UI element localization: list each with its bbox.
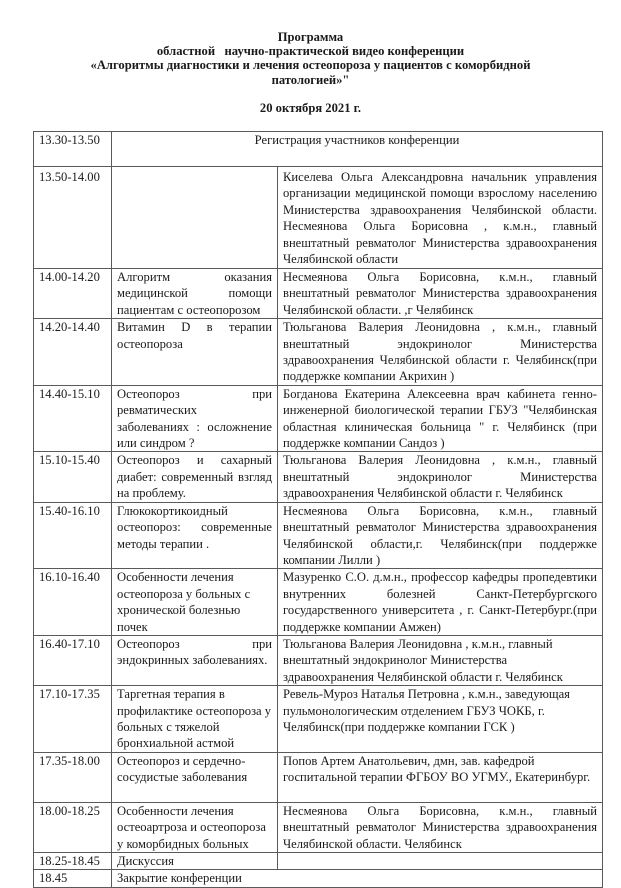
speaker-cell: Несмеянова Ольга Борисовна, к.м.н., главный внештатный ревматолог Министерства здравоохранения Челябинской области. ,г Челябинск — [278, 269, 603, 319]
time-cell: 18.00-18.25 — [34, 802, 112, 852]
schedule-row — [34, 802, 603, 852]
schedule-row — [34, 635, 603, 685]
topic-cell: Остеопороз при ревматических заболеваниях : осложнение или синдром ? — [112, 385, 278, 452]
time-cell: 13.30-13.50 — [34, 132, 112, 167]
speaker-cell: Тюльганова Валерия Леонидовна , к.м.н., главный внештатный эндокринолог Министерства здравоохранения Челябинской области г. Челябинск — [278, 452, 603, 502]
schedule-row — [34, 452, 603, 502]
schedule-row — [34, 269, 603, 319]
schedule-row — [34, 167, 603, 269]
speaker-cell — [278, 853, 603, 870]
topic-cell: Глюкокортикоидный остеопороз: современные методы терапии . — [112, 502, 278, 569]
closing-cell: Закрытие конференции — [112, 870, 603, 887]
speaker-cell: Несмеянова Ольга Борисовна, к.м.н., главный внештатный ревматолог Министерства здравоохранения Челябинской области,г. Челябинск(при поддержке компании Лилли ) — [278, 502, 603, 569]
schedule-row — [34, 385, 603, 452]
schedule-row — [34, 853, 603, 870]
topic-cell: Остеопороз и сахарный диабет: современный взгляд на проблему. — [112, 452, 278, 502]
conference-subtitle: областной научно-практической видео конференции — [156, 44, 465, 59]
schedule-row — [34, 870, 603, 887]
speaker-cell: Богданова Екатерина Алексеевна врач кабинета генно-инженерной биологической терапии ГБУЗ "Челябинская областная клиническая больница " г. Челябинск (при поддержке компании Сандоз ) — [278, 385, 603, 452]
time-cell: 14.20-14.40 — [34, 319, 112, 386]
conference-theme: «Алгоритмы диагностики и лечения остеопороза у пациентов с коморбидной патологией»" — [90, 58, 531, 87]
schedule-row — [34, 132, 603, 167]
time-cell: 14.40-15.10 — [34, 385, 112, 452]
time-cell: 16.40-17.10 — [34, 635, 112, 685]
time-cell: 15.40-16.10 — [34, 502, 112, 569]
time-cell: 16.10-16.40 — [34, 569, 112, 636]
topic-cell: Витамин D в терапии остеопороза — [112, 319, 278, 386]
program-title: Программа — [277, 30, 344, 44]
speaker-cell: Киселева Ольга Александровна начальник управления организации медицинской помощи взрослому населению Министерства здравоохранения Челябинской области. Несмеянова Ольга Борисовна , к.м.н., главный внештатный ревматолог Министерства здравоохранения Челябинской области — [278, 167, 603, 269]
topic-cell — [112, 167, 278, 269]
topic-cell: Алгоритм оказания медицинской помощи пациентам с остеопорозом — [112, 269, 278, 319]
topic-cell: Остеопороз при эндокринных заболеваниях. — [112, 635, 278, 685]
time-cell: 18.45 — [34, 870, 112, 887]
topic-cell: Дискуссия — [112, 853, 278, 870]
schedule-row — [34, 569, 603, 636]
speaker-cell: Тюльганова Валерия Леонидовна , к.м.н., главный внештатный эндокринолог Министерства здравоохранения Челябинской области г. Челябинск(при поддержке компании Акрихин ) — [278, 319, 603, 386]
schedule-row — [34, 752, 603, 802]
speaker-cell: Попов Артем Анатольевич, дмн, зав. кафедрой госпитальной терапии ФГБОУ ВО УГМУ., Екатеринбург. — [278, 752, 603, 802]
topic-cell: Особенности лечения остеопороза у больных с хронической болезнью почек — [112, 569, 278, 636]
schedule-table — [33, 131, 603, 888]
speaker-cell: Несмеянова Ольга Борисовна, к.м.н., главный внештатный ревматолог Министерства здравоохранения Челябинской области. Челябинск — [278, 802, 603, 852]
schedule-row — [34, 502, 603, 569]
time-cell: 14.00-14.20 — [34, 269, 112, 319]
time-cell: 17.10-17.35 — [34, 686, 112, 753]
topic-cell: Остеопороз и сердечно-сосудистые заболевания — [112, 752, 278, 802]
conference-date: 20 октября 2021 г. — [259, 100, 362, 115]
schedule-row — [34, 686, 603, 753]
time-cell: 13.50-14.00 — [34, 167, 112, 269]
topic-cell: Особенности лечения остеоартроза и остеопороза у коморбидных больных — [112, 802, 278, 852]
program-header — [0, 30, 621, 115]
time-cell: 18.25-18.45 — [34, 853, 112, 870]
speaker-cell: Ревель-Муроз Наталья Петровна , к.м.н., заведующая пульмонологическим отделением ГБУЗ ЧОКБ, г. Челябинск(при поддержке компании ГСК ) — [278, 686, 603, 753]
registration-cell: Регистрация участников конференции — [112, 132, 603, 167]
time-cell: 15.10-15.40 — [34, 452, 112, 502]
speaker-cell: Мазуренко С.О. д.м.н., профессор кафедры пропедевтики внутренних болезней Санкт-Петербургского государственного университета , г. Санкт-Петербург.(при поддержке компании Амжен) — [278, 569, 603, 636]
time-cell: 17.35-18.00 — [34, 752, 112, 802]
schedule-row — [34, 319, 603, 386]
topic-cell: Таргетная терапия в профилактике остеопороза у больных с тяжелой бронхиальной астмой — [112, 686, 278, 753]
speaker-cell: Тюльганова Валерия Леонидовна , к.м.н., главный внештатный эндокринолог Министерства здравоохранения Челябинской области г. Челябинск — [278, 635, 603, 685]
